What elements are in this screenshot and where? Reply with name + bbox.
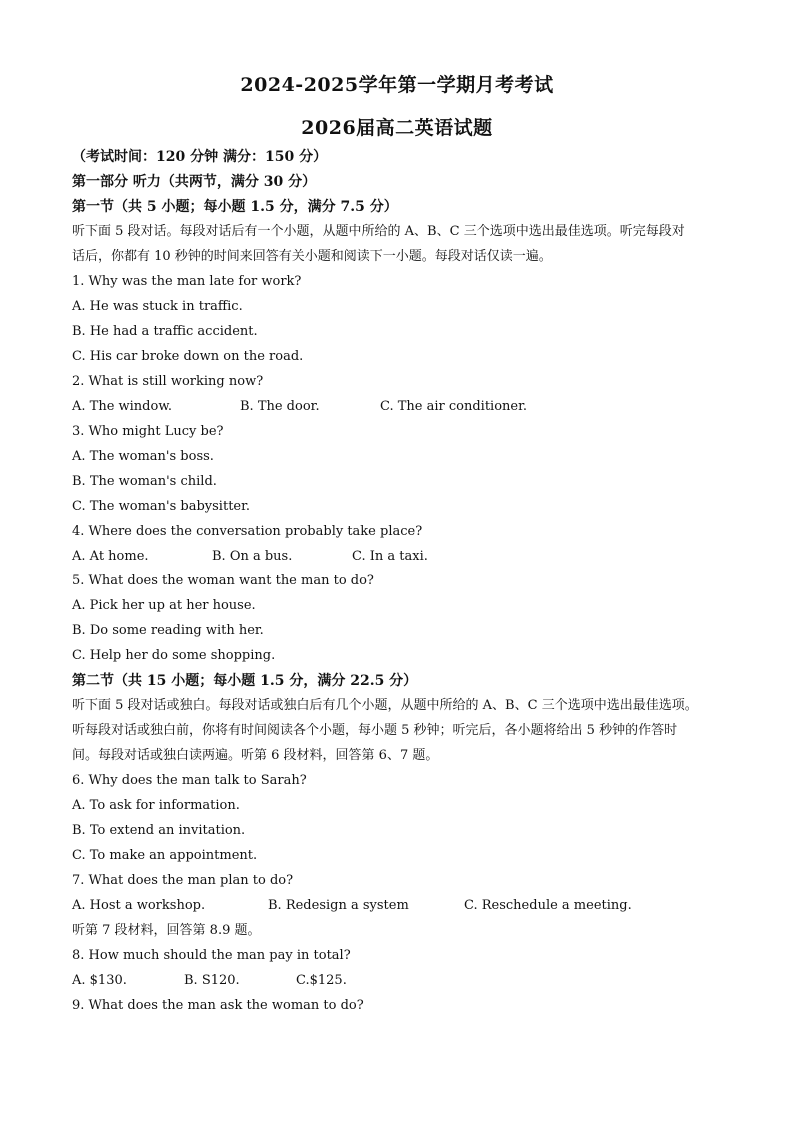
question-1-option-b: B. He had a traffic accident. bbox=[72, 324, 258, 339]
question-4-option-a: A. At home. bbox=[72, 549, 149, 564]
question-3-option-c: C. The woman's babysitter. bbox=[72, 499, 251, 514]
exam-info: （考试时间：120 分钟 满分：150 分） bbox=[72, 149, 328, 165]
section1-instruction-line2: 话后，你都有 10 秒钟的时间来回答有关小题和阅读下一小题。每段对话仅读一遍。 bbox=[72, 249, 552, 264]
question-6-stem: 6. Why does the man talk to Sarah? bbox=[72, 773, 307, 788]
question-4-option-b: B. On a bus. bbox=[212, 549, 293, 564]
part1-heading: 第一部分 听力（共两节，满分 30 分） bbox=[72, 174, 317, 190]
section2-instruction-line3: 间。每段对话或独白读两遍。听第 6 段材料，回答第 6、7 题。 bbox=[72, 748, 439, 763]
question-8-option-a: A. $130. bbox=[72, 973, 127, 988]
exam-subtitle: 2026届高二英语试题 bbox=[301, 117, 493, 139]
question-8-stem: 8. How much should the man pay in total? bbox=[72, 948, 351, 963]
section2-instruction-line1: 听下面 5 段对话或独白。每段对话或独白后有几个小题，从题中所给的 A、B、C 三个选项中选出最佳选项。 bbox=[72, 698, 698, 713]
question-8-option-c: C.$125. bbox=[296, 973, 347, 988]
question-2-option-c: C. The air conditioner. bbox=[380, 399, 528, 414]
question-5-option-b: B. Do some reading with her. bbox=[72, 623, 264, 638]
question-7-option-b: B. Redesign a system bbox=[268, 898, 409, 913]
question-5-option-c: C. Help her do some shopping. bbox=[72, 648, 276, 663]
question-1-stem: 1. Why was the man late for work? bbox=[72, 274, 302, 289]
question-6-option-c: C. To make an appointment. bbox=[72, 848, 258, 863]
segment7-instruction: 听第 7 段材料，回答第 8.9 题。 bbox=[72, 923, 261, 938]
question-7-option-a: A. Host a workshop. bbox=[72, 898, 206, 913]
question-1-option-a: A. He was stuck in traffic. bbox=[72, 299, 243, 314]
section1-instruction-line1: 听下面 5 段对话。每段对话后有一个小题，从题中所给的 A、B、C 三个选项中选出最佳选项。听完每段对 bbox=[72, 224, 685, 239]
question-3-option-b: B. The woman's child. bbox=[72, 474, 217, 489]
question-6-option-a: A. To ask for information. bbox=[72, 798, 240, 813]
question-7-option-c: C. Reschedule a meeting. bbox=[464, 898, 632, 913]
question-3-option-a: A. The woman's boss. bbox=[72, 449, 214, 464]
section2-heading: 第二节（共 15 小题；每小题 1.5 分，满分 22.5 分） bbox=[72, 673, 418, 689]
section2-instruction-line2: 听每段对话或独白前，你将有时间阅读各个小题，每小题 5 秒钟；听完后，各小题将给出 5 秒钟的作答时 bbox=[72, 723, 678, 738]
question-8-option-b: B. S120. bbox=[184, 973, 240, 988]
question-2-option-b: B. The door. bbox=[240, 399, 320, 414]
section1-heading: 第一节（共 5 小题；每小题 1.5 分，满分 7.5 分） bbox=[72, 199, 398, 215]
question-2-option-a: A. The window. bbox=[72, 399, 173, 414]
question-1-option-c: C. His car broke down on the road. bbox=[72, 349, 304, 364]
question-5-stem: 5. What does the woman want the man to do? bbox=[72, 573, 374, 588]
question-2-stem: 2. What is still working now? bbox=[72, 374, 264, 389]
question-7-stem: 7. What does the man plan to do? bbox=[72, 873, 294, 888]
question-4-stem: 4. Where does the conversation probably take place? bbox=[72, 524, 423, 539]
question-9-stem: 9. What does the man ask the woman to do? bbox=[72, 998, 364, 1013]
question-6-option-b: B. To extend an invitation. bbox=[72, 823, 246, 838]
question-3-stem: 3. Who might Lucy be? bbox=[72, 424, 224, 439]
question-5-option-a: A. Pick her up at her house. bbox=[72, 598, 256, 613]
question-4-option-c: C. In a taxi. bbox=[352, 549, 428, 564]
exam-title: 2024-2025学年第一学期月考考试 bbox=[240, 74, 554, 96]
